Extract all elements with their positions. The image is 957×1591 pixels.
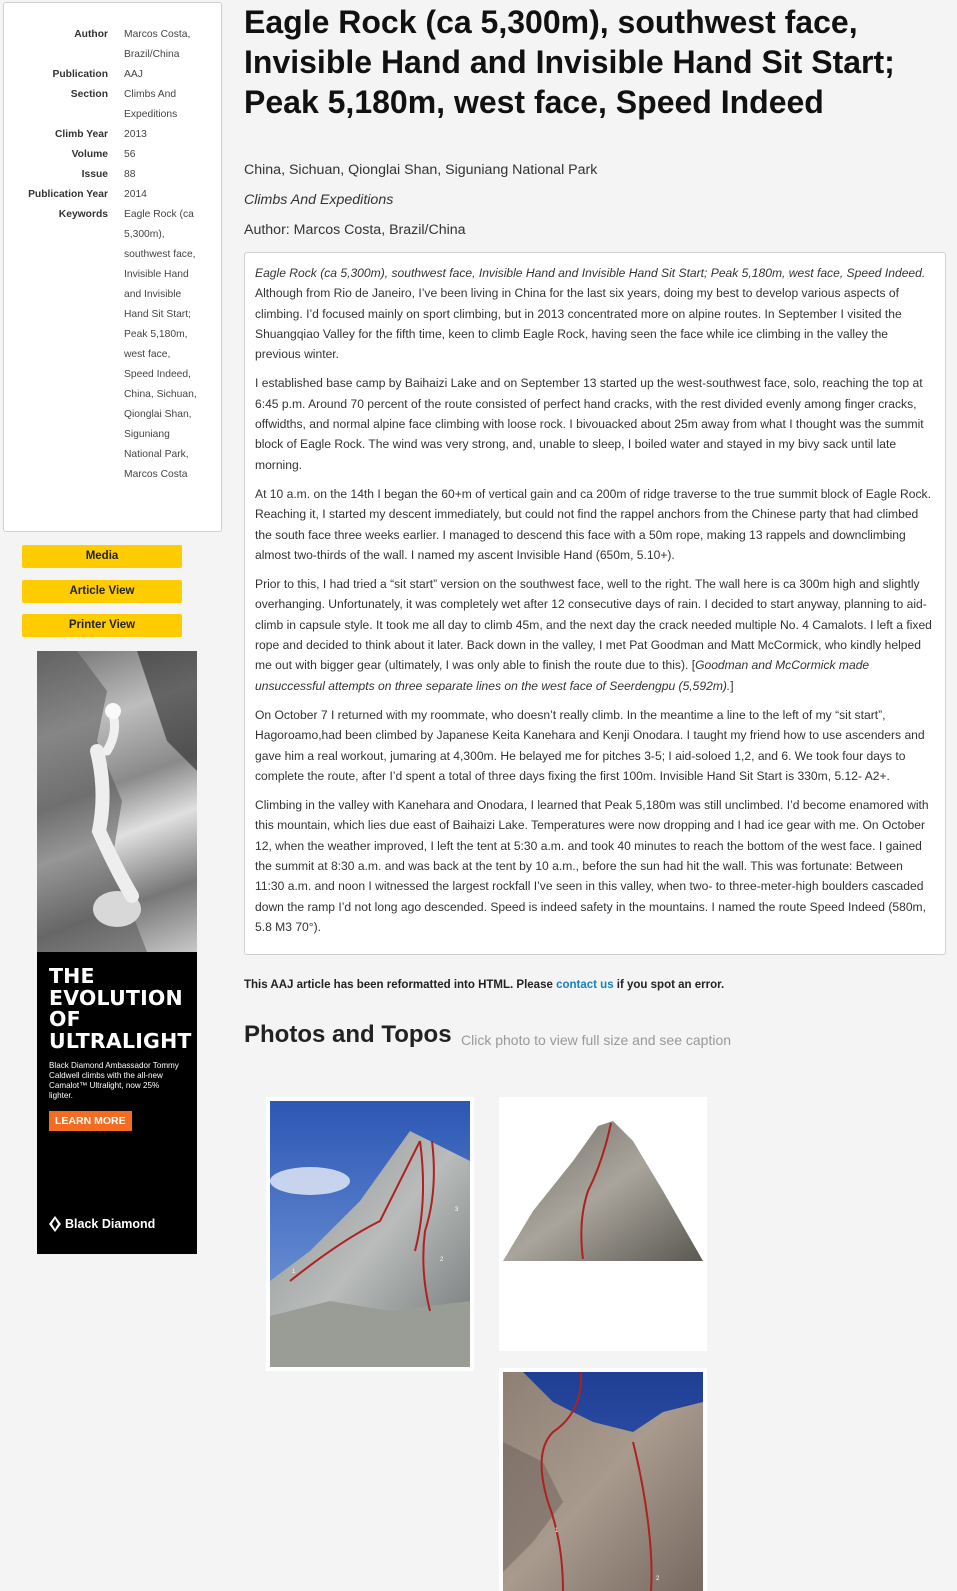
article-paragraph-text: Prior to this, I had tried a “sit start” version on the southwest face, well to the right. The wall here is ca 300m high and slightly overhanging. Unfortunately, it was completely wet after 12 consecutive days of rain. I decided to start anyway, planning to aid-climb in capsule style. It took me all day to climb 45m, and the next day the crack needed multiple No. 4 Camalots. I left a fixed rope and decided to think about it later. Back down in the valley, I met Pat Goodman and Matt McCormick, who kindly helped me out with bigger gear (ultimately, I was only able to finish the route due to this). [ (255, 577, 932, 673)
topo-label: 1 (555, 1528, 559, 1534)
ad-climber-photo (37, 651, 197, 952)
article-body (244, 252, 946, 955)
photos-subheading: Click photo to view full size and see caption (461, 1032, 732, 1048)
note-text: This AAJ article has been reformatted into HTML. Please (244, 979, 557, 991)
article-title: Eagle Rock (ca 5,300m), southwest face, Invisible Hand and Invisible Hand Sit Start; Peak 5,180m, west face, Speed Indeed (244, 4, 895, 120)
contact-us-link[interactable]: contact us (556, 979, 614, 991)
article-paragraph-text: ] (730, 678, 734, 693)
metadata-panel (3, 2, 222, 532)
meta-value: 56 (124, 149, 136, 160)
eagle-rock-topo-photo (270, 1101, 470, 1367)
meta-row-section (4, 85, 221, 125)
topo-label: 2 (440, 1257, 444, 1263)
meta-value: Marcos Costa, Brazil/China (124, 29, 191, 60)
ad-copy (37, 952, 197, 1254)
article-paragraph: I established base camp by Baihaizi Lake and on September 13 started up the west-southwest face, solo, reaching the top at 6:45 p.m. Around 70 percent of the route consisted of perfect hand cracks, with the rest divided evenly among finger cracks, offwidths, and normal alpine face climbing with loose rock. I bivouacked about 25m away from what I thought was the summit block of Eagle Rock. The wind was very strong, and, unable to sleep, I boiled water and stayed in my bivy sack until late morning. (255, 376, 924, 472)
note-text: if you spot an error. (613, 979, 725, 991)
printer-view-button[interactable]: Printer View (22, 614, 182, 637)
article-paragraph: On October 7 I returned with my roommate, who doesn’t really climb. In the meantime a line to the left of my “sit start”, Hagoroamo,had been climbed by Japanese Keita Kanehara and Kenji Onodara. I taught my friend how to use ascenders and gave him a real workout, jumaring at 4,300m. He belayed me for pitches 3-5; I aid-soloed 1,2, and 6. We took four days to complete the route, after I’d spent a total of three days fixing the first 100m. Invisible Hand Sit Start is 330m, 5.12- A2+. (255, 707, 925, 783)
meta-key: Author (74, 29, 108, 40)
article-view-button[interactable]: Article View (22, 580, 182, 603)
article-paragraph (255, 574, 935, 696)
sit-start-topo-photo (503, 1372, 703, 1591)
article-author: Author: Marcos Costa, Brazil/China (244, 222, 466, 238)
meta-row-publication-year (4, 185, 221, 205)
meta-value: Eagle Rock (ca 5,300m), southwest face, Invisible Hand and Invisible Hand Sit Start; Peak 5,180m, west face, Speed Indeed, China, Sichuan, Qionglai Shan, Siguniang National Park, Marcos Costa (124, 209, 197, 480)
photos-heading: Photos and Topos (244, 1021, 452, 1048)
article-region: China, Sichuan, Qionglai Shan, Siguniang National Park (244, 162, 598, 178)
peak-west-face-photo (503, 1101, 703, 1261)
meta-key: Issue (81, 169, 108, 180)
photo-thumbnail[interactable] (266, 1097, 474, 1371)
topo-label: 3 (455, 1207, 459, 1213)
meta-value: AAJ (124, 69, 143, 80)
topo-label: 1 (292, 1269, 296, 1275)
meta-row-author (4, 25, 221, 65)
meta-key: Section (70, 89, 108, 100)
meta-key: Climb Year (54, 129, 108, 140)
ad-headline: THE EVOLUTION OF ULTRALIGHT (49, 964, 192, 1053)
article-paragraph (255, 263, 935, 364)
meta-key: Volume (71, 149, 108, 160)
editor-note: Goodman and McCormick made unsuccessful attempts on three separate lines on the west face of Seerdengpu (5,592m). (255, 658, 870, 693)
meta-row-publication (4, 65, 221, 85)
meta-value: Climbs And Expeditions (124, 89, 178, 120)
photo-thumbnail[interactable] (499, 1368, 707, 1591)
advertisement[interactable] (37, 651, 197, 1254)
media-button[interactable]: Media (22, 545, 182, 568)
ad-learn-more-button[interactable]: LEARN MORE (49, 1111, 132, 1131)
meta-row-issue (4, 165, 221, 185)
meta-row-climb-year (4, 125, 221, 145)
meta-key: Publication Year (28, 189, 108, 200)
reformat-note (244, 979, 724, 991)
meta-value: 88 (124, 169, 136, 180)
ad-brand-name: Black Diamond (65, 1217, 156, 1231)
meta-value: 2014 (124, 189, 147, 200)
article-paragraph: Climbing in the valley with Kanehara and Onodara, I learned that Peak 5,180m was still unclimbed. I’d become enamored with this mountain, which lies due east of Baihaizi Lake. Temperatures were now dropping and I had ice gear with me. On October 12, when the weather improved, I left the tent at 5:30 a.m. and took 40 minutes to reach the bottom of the west face. I gained the summit at 8:30 a.m. and was back at the tent by 10 a.m., before the sun had hit the wall. This was fortunate: Between 11:30 a.m. and noon I witnessed the largest rockfall I’ve seen in this valley, when two- to three-meter-high boulders cascaded down the ramp I’d not long ago descended. Speed is indeed safety in the mountains. I named the route Speed Indeed (580m, 5.8 M3 70°). (255, 798, 929, 934)
meta-key: Publication (52, 69, 108, 80)
meta-key: Keywords (58, 209, 108, 220)
diamond-icon (49, 1216, 61, 1232)
ad-subtext: Black Diamond Ambassador Tommy Caldwell climbs with the all-new Camalot™ Ultralight, now 25% lighter. (49, 1061, 179, 1100)
photo-thumbnail[interactable] (499, 1097, 707, 1351)
topo-label: 2 (656, 1576, 660, 1582)
meta-value: 2013 (124, 129, 147, 140)
meta-row-keywords (4, 205, 221, 485)
meta-row-volume (4, 145, 221, 165)
article-paragraph-text: Although from Rio de Janeiro, I’ve been living in China for the last six years, doing my best to develop various aspects of climbing. I’d focused mainly on sport climbing, but in 2013 concentrated more on alpine routes. In September I visited the Shuangqiao Valley for the fifth time, keen to climb Eagle Rock, having seen the face while ice climbing in the valley the previous winter. (255, 286, 902, 362)
article-lead: Eagle Rock (ca 5,300m), southwest face, Invisible Hand and Invisible Hand Sit Start; Peak 5,180m, west face, Speed Indeed. (255, 266, 926, 280)
ad-brand-logo (49, 1216, 155, 1232)
article-section: Climbs And Expeditions (244, 192, 394, 208)
article-paragraph: At 10 a.m. on the 14th I began the 60+m of vertical gain and ca 200m of ridge traverse to the true summit block of Eagle Rock. Reaching it, I started my descent immediately, but could not find the rappel anchors from the Chinese party that had climbed the south face three weeks earlier. I managed to descend this face with a 50m rope, making 13 rappels and downclimbing almost two-thirds of the wall. I named my ascent Invisible Hand (650m, 5.10+). (255, 486, 931, 562)
